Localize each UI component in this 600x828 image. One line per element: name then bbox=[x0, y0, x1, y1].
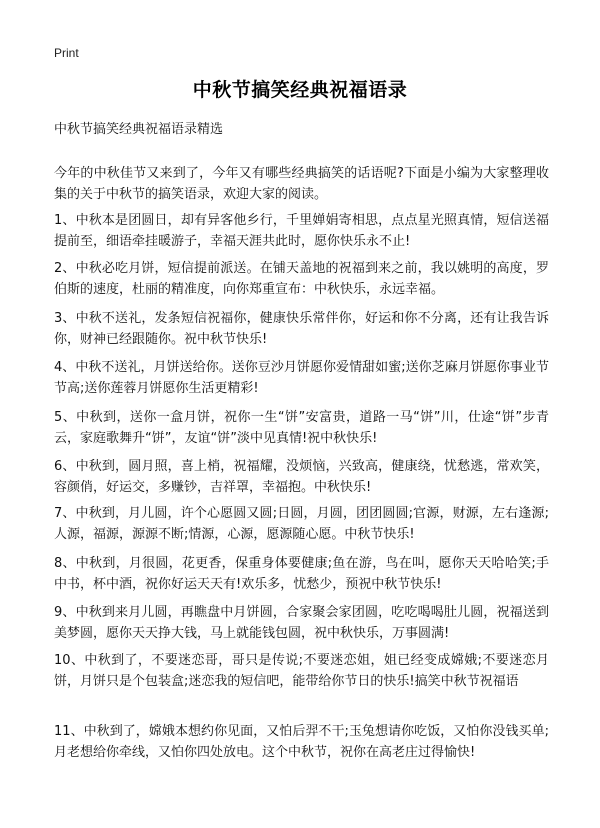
greeting-paragraph-5: 5、中秋到，送你一盒月饼，祝你一生“饼”安富贵，道路一马“饼”川，仕途“饼”步青云，家庭歌舞升“饼”，友谊“饼”淡中见真情!祝中秋快乐! bbox=[54, 410, 549, 446]
greeting-paragraph-1: 1、中秋本是团圆日，却有异客他乡行，千里婵娟寄相思，点点星光照真情，短信送福提前至，细语牵挂暖游子，幸福天涯共此时，愿你快乐永不止! bbox=[54, 213, 549, 249]
greeting-paragraph-9: 9、中秋到来月儿圆，再瞧盘中月饼圆，合家聚会家团圆，吃吃喝喝肚儿圆，祝福送到美梦圆，愿你天天挣大钱，马上就能钱包圆，祝中秋快乐，万事圆满! bbox=[54, 605, 549, 641]
page-title: 中秋节搞笑经典祝福语录 bbox=[192, 79, 408, 101]
greeting-paragraph-8: 8、中秋到，月很圆，花更香，保重身体要健康;鱼在游，鸟在叫，愿你天天哈哈笑;手中书，杯中酒，祝你好运天天有!欢乐多，忧愁少，预祝中秋节快乐! bbox=[54, 556, 549, 592]
print-label: Print bbox=[54, 46, 79, 60]
greeting-paragraph-4: 4、中秋不送礼，月饼送给你。送你豆沙月饼愿你爱情甜如蜜;送你芝麻月饼愿你事业节节高;送你莲蓉月饼愿你生活更精彩! bbox=[54, 360, 549, 396]
page-subtitle: 中秋节搞笑经典祝福语录精选 bbox=[54, 122, 224, 137]
intro-paragraph: 今年的中秋佳节又来到了，今年又有哪些经典搞笑的话语呢?下面是小编为大家整理收集的关于中秋节的搞笑语录，欢迎大家的阅读。 bbox=[54, 166, 549, 202]
greeting-paragraph-7: 7、中秋到，月儿圆，许个心愿圆又圆;日圆，月圆，团团圆圆;官源，财源，左右逢源;人源，福源，源源不断;情源，心源，愿源随心愿。中秋节快乐! bbox=[54, 506, 549, 542]
greeting-paragraph-3: 3、中秋不送礼，发条短信祝福你，健康快乐常伴你，好运和你不分离，还有让我告诉你，财神已经跟随你。祝中秋节快乐! bbox=[54, 311, 549, 347]
greeting-paragraph-6: 6、中秋到，圆月照，喜上梢，祝福耀，没烦恼，兴致高，健康绕，忧愁逃，常欢笑，容颜俏，好运交，多赚钞，吉祥罩，幸福抱。中秋快乐! bbox=[54, 459, 549, 495]
greeting-paragraph-11: 11、中秋到了，嫦娥本想约你见面，又怕后羿不干;玉兔想请你吃饭，又怕你没钱买单;月老想给你牵线，又怕你四处放电。这个中秋节，祝你在高老庄过得愉快! bbox=[54, 724, 549, 760]
greeting-paragraph-10: 10、中秋到了，不要迷恋哥，哥只是传说;不要迷恋姐，姐已经变成嫦娥;不要迷恋月饼，月饼只是个包装盒;迷恋我的短信吧，能带给你节日的快乐!搞笑中秋节祝福语 bbox=[54, 653, 549, 689]
greeting-paragraph-2: 2、中秋必吃月饼，短信提前派送。在铺天盖地的祝福到来之前，我以姚明的高度，罗伯斯的速度，杜丽的精准度，向你郑重宣布：中秋快乐，永远幸福。 bbox=[54, 261, 549, 297]
